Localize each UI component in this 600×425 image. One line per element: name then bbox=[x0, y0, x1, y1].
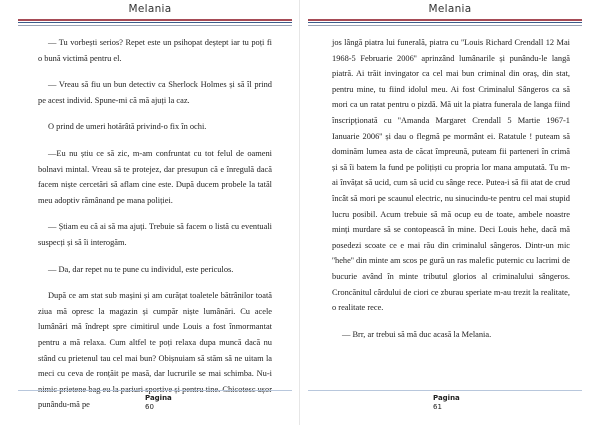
left-page-body bbox=[38, 35, 272, 424]
header-rule-red bbox=[308, 19, 582, 21]
footer-page-label: Pagina bbox=[145, 394, 172, 402]
page-footer bbox=[18, 390, 292, 420]
footer-rule bbox=[18, 390, 292, 391]
paragraph: O prind de umeri hotărâtă privind-o fix în ochi. bbox=[48, 122, 207, 132]
paragraph: După ce am stat sub mașini și am curățat toaletele bătrânilor toată ziua mă opresc la magazin și cumpăr niște lumânări. Cu acele lumânări mă îndrept spre cimitirul unde Louis a fost înmormantat pentru a mă relaxa. Cum altfel te poți relaxa dupa muncă dacă nu stând cu prietenul tau cel mai bun? Obișnuiam să stăm să ne uitam la meci cu ceva de ronțăit pe masă, dar lucrurile se mai schimba. Nu-i punându-mă pe bbox=[38, 291, 272, 410]
paragraph: —Eu nu știu ce să zic, m-am confruntat cu tot felul de oameni bolnavi mintal. Vreau să te protejez, dar presupun că e înregulă dacă facem niște cercetări să aflam cine este. După ducem probele la tatăl meu adoptiv rămânand pe mana poliției. bbox=[38, 148, 272, 205]
paragraph: — Tu vorbești serios? Repet este un psihopat deștept iar tu poți fi o bună victimă pentru el. bbox=[38, 38, 272, 63]
paragraph: jos lângă piatra lui funerală, piatra cu ''Louis Richard Crendall 12 Mai 1968-5 Februarie 2006'' aprinzând lumânarile și punându-le langă piatră. Ai trăit invingator ca cel mai bun criminal din oraș, din stat, pentru mine, tu fiind idolul meu. Ai fost Criminalul Sângeros ca să mori ca un ratat pentru o pizdă. Mă uit la piatra funerala de langa fiind înscripționată cu ''Amanda Margaret Crendall 5 Martie 1967-1 Ianuarie 2006'' și dau o flegmă pe mormânt ei. Ratatule ! puteam să dominăm lumea asta de căcat împreună, puteam fii parteneri în crimă și să îi batem la fund pe polițiști cu propria lor mana amputată. Tu m-ai învățat să ucid, cum să ucid cu sânge rece. Putea-i să fii atat de crud încât să mori pe scaunul electric, nu sinucindu-te pentru cel mai stupid lucru posibil. Acum trebuie să mă ocup eu de toate, ambele noastre minți murdare să se contopească în mine. Deci Louis hehe, dacă mă posedezi scoate ce e mai rău din criminalul sângeros. Dintr-un mic ''hehe'' din minte am scos pe gură un ras malefic puternic cu lacrimi de bucurie având în minte tributul glorios al criminalului sângeros. Croncănitul cârdului de ciori ce zburau speriate m-au trezit la realitate, o realitate rece. bbox=[332, 38, 570, 313]
header-rule-blue bbox=[308, 22, 582, 23]
footer-rule bbox=[308, 390, 582, 391]
header-rule bbox=[18, 19, 292, 27]
page-header-title: Melania bbox=[428, 3, 472, 15]
header-rule-red bbox=[18, 19, 292, 21]
footer-page-label: Pagina bbox=[433, 394, 460, 402]
footer-page-number: 60 bbox=[145, 403, 154, 411]
header-rule-gray bbox=[18, 25, 292, 26]
header-rule bbox=[308, 19, 582, 27]
right-page bbox=[300, 0, 600, 425]
header-rule-gray bbox=[308, 25, 582, 26]
right-page-body bbox=[332, 35, 570, 353]
footer-page-number: 61 bbox=[433, 403, 442, 411]
paragraph: — Vreau să fiu un bun detectiv ca Sherlock Holmes și să îl prind pe acest individ. Spune-mi că mă ajuți la caz. bbox=[38, 80, 272, 105]
page-footer bbox=[308, 390, 582, 420]
paragraph: — Știam eu că ai să ma ajuți. Trebuie să facem o listă cu eventuali suspecți și să îi interogăm. bbox=[38, 222, 272, 247]
paragraph: — Da, dar repet nu te pune cu individul, este periculos. bbox=[48, 264, 234, 274]
page-header-title: Melania bbox=[128, 3, 172, 15]
header-rule-blue bbox=[18, 22, 292, 23]
paragraph: — Brr, ar trebui să mă duc acasă la Melania. bbox=[342, 329, 492, 339]
